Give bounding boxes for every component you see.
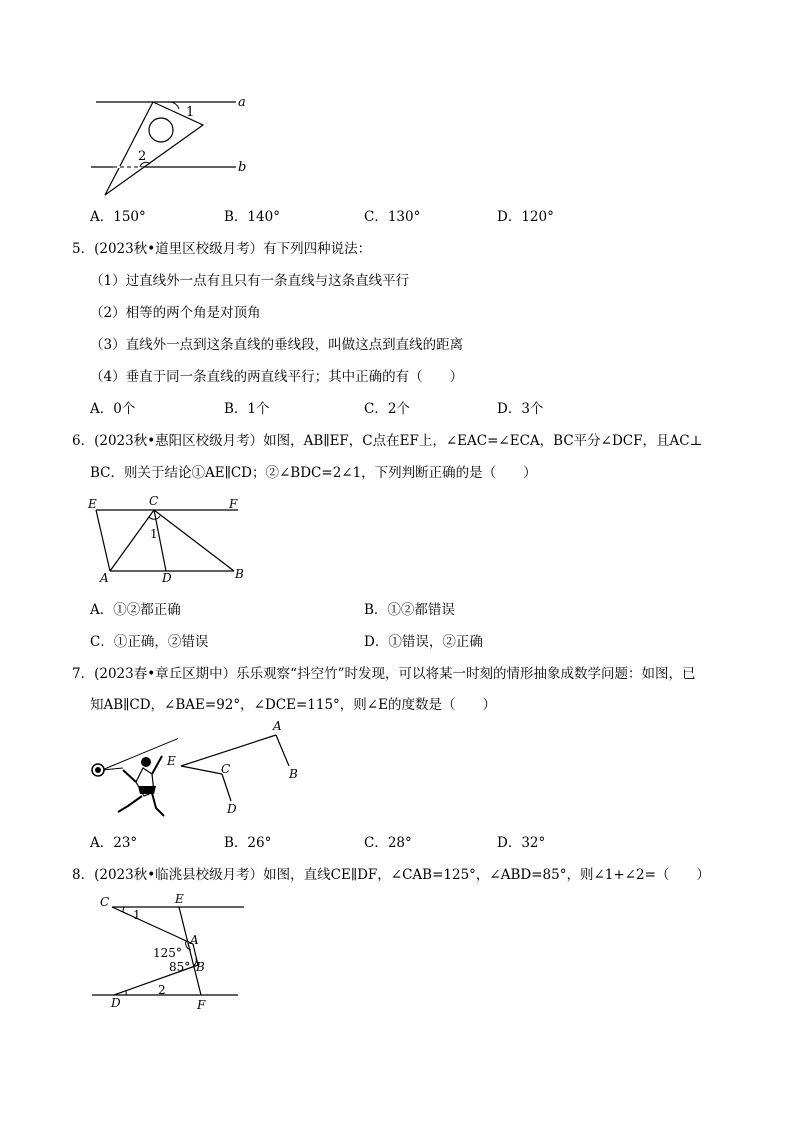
q8-label-2: 2 [158,983,166,997]
q8-angle-85: 85° [169,960,191,974]
q8-label-d: D [111,996,121,1010]
q7-label-c: C [221,762,231,776]
q5-option-a: A．0个 [90,401,136,417]
q6-stem-line1: 6．(2023秋•惠阳区校级月考）如图，AB∥EF，C点在EF上，∠EAC=∠ECA，BC平分∠DCF，且AC⊥ [72,433,703,449]
q6-stem-line2: BC．则关于结论①AE∥CD；②∠BDC=2∠1，下列判断正确的是（ ） [90,465,537,481]
q8-label-a: A [190,933,199,947]
q8-label-f: F [197,998,206,1012]
q7-label-b: B [289,767,298,781]
q5-item-2: （2）相等的两个角是对顶角 [90,305,261,321]
q5-item-4: （4）垂直于同一条直线的两直线平行；其中正确的有（ ） [90,369,464,385]
q6-label-a: A [100,571,109,585]
q4-label-2: 2 [138,149,147,164]
q8-figure [86,893,251,1015]
q6-label-b: B [235,567,244,581]
q6-option-b: B．①②都错误 [364,602,455,618]
q5-stem: 5．(2023秋•道里区校级月考）有下列四种说法： [72,241,372,257]
q4-label-a: a [238,95,246,110]
q4-figure [88,92,258,202]
q8-label-b: B [196,960,205,974]
q8-label-e: E [175,893,184,906]
q7-stem-line2: 知AB∥CD，∠BAE=92°，∠DCE=115°，则∠E的度数是（ ） [90,697,496,713]
q7-label-a: A [273,719,282,733]
q5-item-3: （3）直线外一点到这条直线的垂线段，叫做这点到直线的距离 [90,337,464,353]
q6-label-f: F [229,497,238,511]
q8-angle-125: 125° [153,946,182,960]
q8-stem: 8．(2023秋•临洮县校级月考）如图，直线CE∥DF，∠CAB=125°，∠ABD=85°，则∠1+∠2=（ ） [72,867,710,883]
q7-option-b: B．26° [224,835,272,851]
q7-option-a: A．23° [90,835,138,851]
q7-option-c: C．28° [364,835,412,851]
q8-label-c: C [100,895,110,909]
q4-option-c: C．130° [364,209,421,225]
q4-label-1: 1 [186,105,195,120]
q4-option-b: B．140° [224,209,280,225]
q6-option-a: A．①②都正确 [90,602,181,618]
q6-label-1: 1 [150,527,158,541]
q4-label-b: b [238,160,247,175]
q4-option-d: D．120° [497,209,554,225]
q6-label-c: C [149,494,159,508]
q5-option-b: B．1个 [224,401,270,417]
q4-option-a: A．150° [90,209,146,225]
q7-stem-line1: 7．(2023春•章丘区期中）乐乐观察“抖空竹”时发现，可以将某一时刻的情形抽象成数学问题：如图，已 [72,666,696,682]
q5-option-d: D．3个 [497,401,544,417]
q5-item-1: （1）过直线外一点有且只有一条直线与这条直线平行 [90,273,410,289]
q6-label-d: D [162,571,172,585]
q7-option-d: D．32° [497,835,546,851]
q6-option-d: D．①错误，②正确 [364,634,483,650]
q7-label-e: E [167,754,176,768]
q7-figure [164,718,314,818]
q8-label-1: 1 [133,908,141,922]
q5-option-c: C．2个 [364,401,410,417]
q6-label-e: E [88,497,97,511]
q7-label-d: D [227,802,237,816]
q6-option-c: C．①正确，②错误 [90,634,209,650]
q6-figure [86,494,256,586]
